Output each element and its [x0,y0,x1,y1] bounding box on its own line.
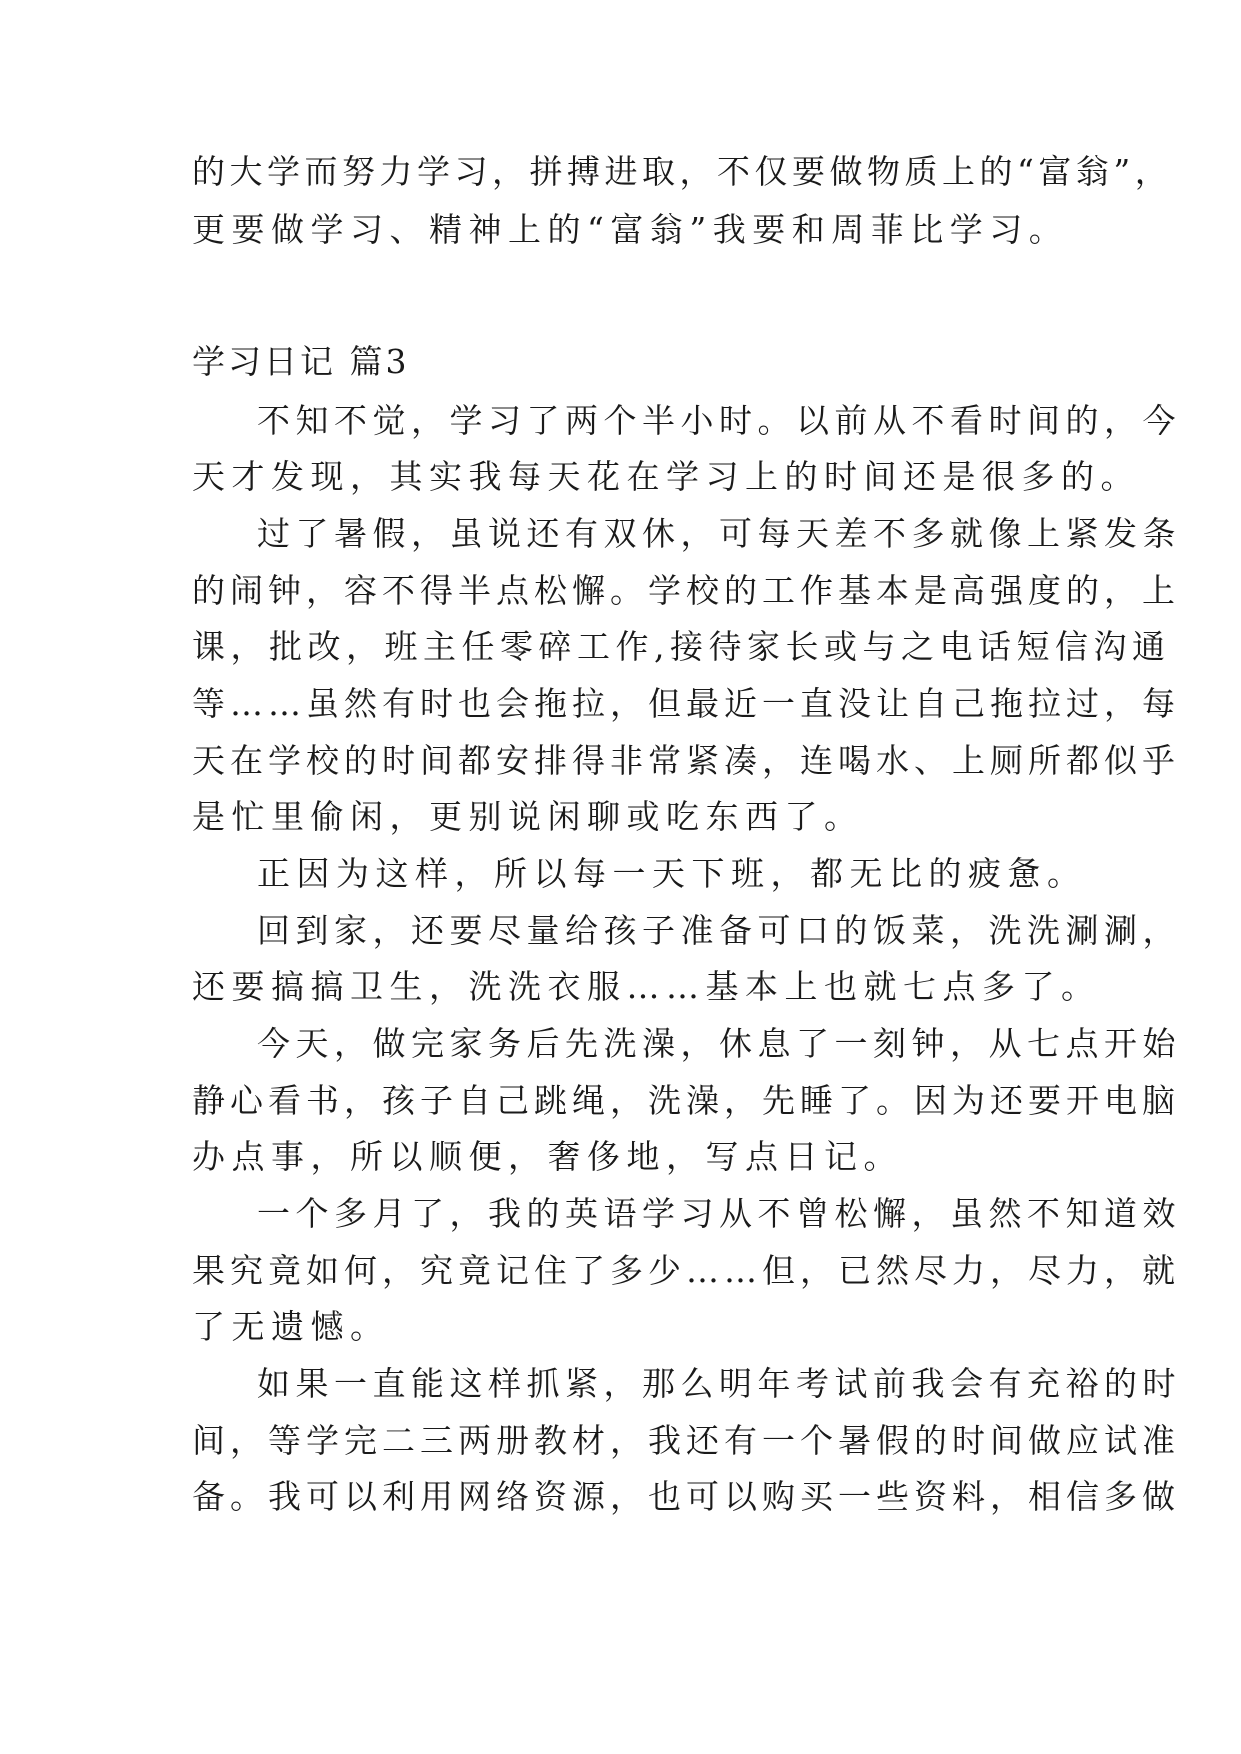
paragraph-first-line: 过了暑假，虽说还有双休，可每天差不多就像上紧发条 [257,514,1181,553]
text-line: 果究竟如何，究竟记住了多少……但，已然尽力，尽力，就 [192,1251,1180,1290]
text-line: 还要搞搞卫生，洗洗衣服……基本上也就七点多了。 [192,967,1101,1006]
text-line: 备。我可以利用网络资源，也可以购买一些资料，相信多做 [192,1477,1180,1516]
text-line: 了无遗憾。 [192,1307,390,1346]
paragraph-first-line: 一个多月了，我的英语学习从不曾松懈，虽然不知道效 [257,1194,1181,1233]
text-line: 静心看书，孩子自己跳绳，洗澡，先睡了。因为还要开电脑 [192,1081,1180,1120]
text-line: 是忙里偷闲，更别说闲聊或吃东西了。 [192,797,864,836]
text-line: 办点事，所以顺便，奢侈地，写点日记。 [192,1137,903,1176]
paragraph-first-line: 不知不觉，学习了两个半小时。以前从不看时间的，今 [257,401,1181,440]
text-line: 间，等学完二三两册教材，我还有一个暑假的时间做应试准 [192,1421,1180,1460]
text-line: 天才发现，其实我每天花在学习上的时间还是很多的。 [192,457,1140,496]
text-line: 课，批改，班主任零碎工作,接待家长或与之电话短信沟通 [192,627,1171,666]
text-line: 等……虽然有时也会拖拉，但最近一直没让自己拖拉过，每 [192,684,1180,723]
text-line: 的大学而努力学习，拼搏进取，不仅要做物质上的“富翁”， [192,152,1173,191]
text-line: 天在学校的时间都安排得非常紧凑，连喝水、上厕所都似乎 [192,741,1180,780]
text-line: 的闹钟，容不得半点松懈。学校的工作基本是高强度的，上 [192,571,1180,610]
text-line: 更要做学习、精神上的“富翁”我要和周菲比学习。 [192,210,1069,249]
paragraph-first-line: 如果一直能这样抓紧，那么明年考试前我会有充裕的时 [257,1364,1181,1403]
section-heading: 学习日记 篇3 [192,342,410,381]
paragraph-first-line: 回到家，还要尽量给孩子准备可口的饭菜，洗洗涮涮， [257,911,1181,950]
paragraph-first-line: 正因为这样，所以每一天下班，都无比的疲惫。 [257,854,1087,893]
paragraph-first-line: 今天，做完家务后先洗澡，休息了一刻钟，从七点开始 [257,1024,1181,1063]
